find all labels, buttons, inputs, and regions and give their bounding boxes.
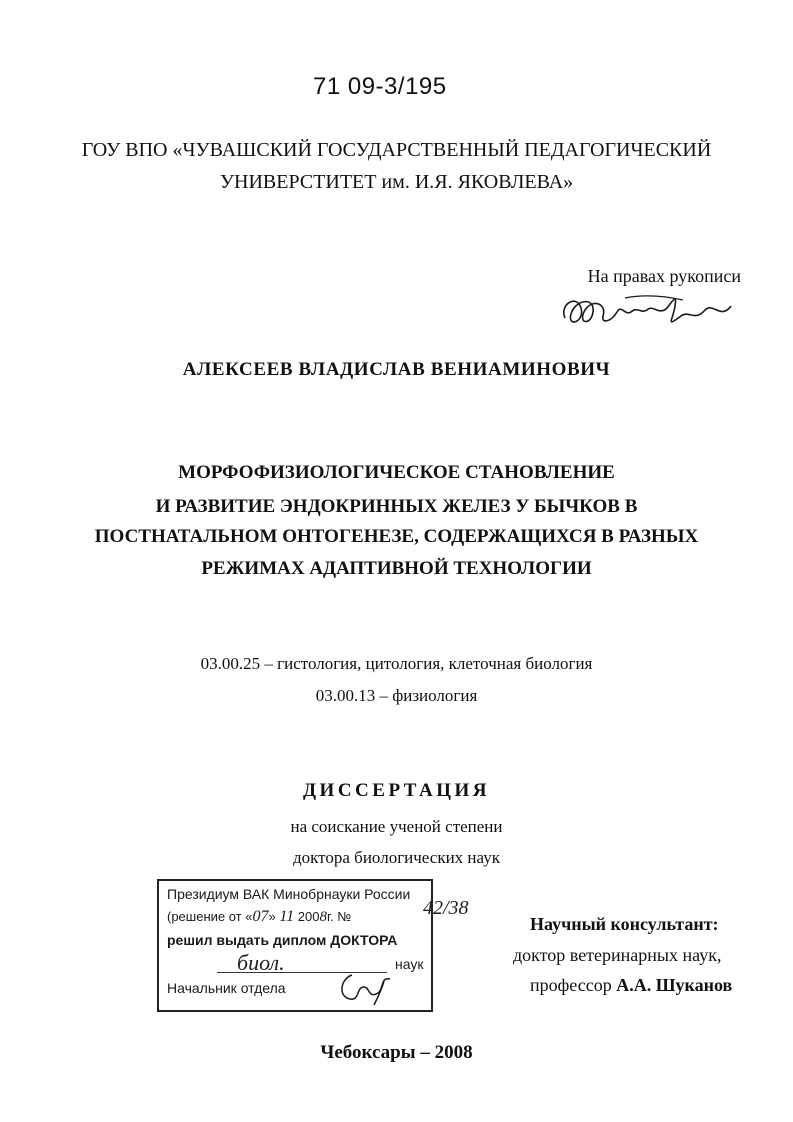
institution-line-1: ГОУ ВПО «ЧУВАШСКИЙ ГОСУДАРСТВЕННЫЙ ПЕДАГОГИЧЕСКИЙ	[81, 139, 712, 161]
consultant-name: А.А. Шуканов	[616, 975, 733, 995]
consultant-degree: доктор ветеринарных наук,	[513, 945, 722, 965]
archive-code: 71 09-3/195	[313, 73, 447, 100]
stamp-year-digit: 8	[319, 909, 327, 925]
thesis-title-line-4: РЕЖИМАХ АДАПТИВНОЙ ТЕХНОЛОГИИ	[201, 558, 592, 579]
stamp-line-1: Президиум ВАК Минобрнауки России	[167, 886, 411, 902]
degree-line-1: на соискание ученой степени	[290, 817, 503, 836]
stamp-line-3: решил выдать диплом ДОКТОРА	[167, 932, 398, 948]
degree-line-2: доктора биологических наук	[293, 848, 500, 867]
stamp-line-5: Начальник отдела	[167, 980, 286, 996]
author-signature	[555, 286, 735, 336]
stamp-day: 07	[252, 908, 269, 925]
consultant-title: профессор	[530, 975, 617, 995]
stamp-number-handwritten: 42/38	[423, 897, 469, 919]
stamp-decision-line: (решение от «07» 11 2008г. №	[167, 908, 352, 925]
dissertation-label: ДИССЕРТАЦИЯ	[302, 780, 491, 801]
author-name: АЛЕКСЕЕВ ВЛАДИСЛАВ ВЕНИАМИНОВИЧ	[182, 359, 611, 380]
institution-line-2: УНИВЕРСТИТЕТ им. И.Я. ЯКОВЛЕВА»	[219, 171, 574, 193]
specialty-2: 03.00.13 – физиология	[315, 686, 478, 705]
city-year: Чебоксары – 2008	[320, 1042, 473, 1063]
vak-approval-stamp	[157, 879, 433, 1012]
consultant-heading: Научный консультант:	[530, 914, 719, 934]
thesis-title-line-2: И РАЗВИТИЕ ЭНДОКРИННЫХ ЖЕЛЕЗ У БЫЧКОВ В	[155, 496, 638, 517]
specialty-1: 03.00.25 – гистология, цитология, клеточная биология	[200, 654, 593, 673]
stamp-month: 11	[279, 908, 295, 925]
stamp-field-suffix: наук	[395, 956, 424, 972]
stamp-signature	[334, 969, 404, 1009]
rights-note: На правах рукописи	[587, 266, 741, 286]
consultant-name-line	[530, 975, 732, 996]
thesis-title-line-3: ПОСТНАТАЛЬНОМ ОНТОГЕНЕЗЕ, СОДЕРЖАЩИХСЯ В РАЗНЫХ	[94, 526, 699, 547]
thesis-title-line-1: МОРФОФИЗИОЛОГИЧЕСКОЕ СТАНОВЛЕНИЕ	[178, 462, 615, 483]
stamp-field-handwritten: биол.	[237, 950, 285, 975]
